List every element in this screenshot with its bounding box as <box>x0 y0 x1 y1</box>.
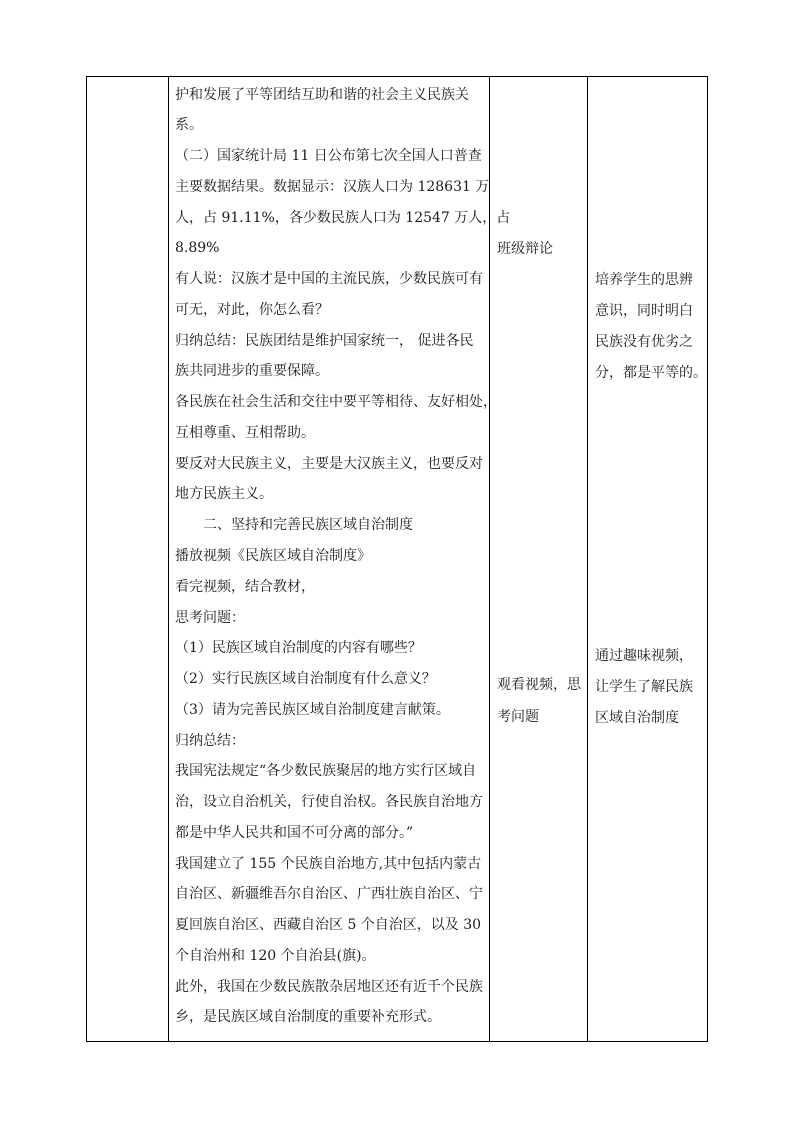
question-item: （3）请为完善民族区域自治制度建言献策。 <box>175 702 450 718</box>
content-line: 我国建立了 155 个民族自治地方,其中包括内蒙古 <box>175 856 482 872</box>
content-line: 归纳总结：民族团结是维护国家统一， 促进各民 <box>175 333 474 349</box>
intent-thinking-line: 培养学生的思辨 <box>595 272 693 288</box>
activity-debate: 班级辩论 <box>497 241 553 257</box>
content-line: 治，设立自治机关，行使自治权。各民族自治地方 <box>175 794 483 810</box>
content-line: 乡，是民族区域自治制度的重要补充形式。 <box>175 1009 441 1025</box>
content-line: 互相尊重、互相帮助。 <box>175 425 315 441</box>
intent-thinking-line: 分，都是平等的。 <box>595 365 707 381</box>
content-line: 8.89% <box>175 240 220 256</box>
content-line: 要反对大民族主义，主要是大汉族主义，也要反对 <box>175 456 483 472</box>
content-line: 此外，我国在少数民族散杂居地区还有近千个民族 <box>175 979 483 995</box>
question-item: （1）民族区域自治制度的内容有哪些？ <box>175 640 422 656</box>
intent-video-line: 区域自治制度 <box>595 710 679 726</box>
content-line: 可无，对此，你怎么看？ <box>175 302 329 318</box>
content-line: 我国宪法规定“各少数民族聚居的地方实行区域自 <box>175 763 477 779</box>
content-line: 播放视频《民族区域自治制度》 <box>175 548 371 564</box>
content-line: （二）国家统计局 11 日公布第七次全国人口普查 <box>175 148 482 164</box>
content-line: 主要数据结果。数据显示：汉族人口为 128631 万 <box>175 179 490 195</box>
content-line: 个自治州和 120 个自治县(旗)。 <box>175 948 376 964</box>
column-divider <box>168 77 169 1041</box>
content-line: 有人说：汉族才是中国的主流民族，少数民族可有 <box>175 271 483 287</box>
content-line: 夏回族自治区、西藏自治区 5 个自治区，以及 30 <box>175 917 482 933</box>
content-line: 各民族在社会生活和交往中要平等相待、友好相处， <box>175 394 497 410</box>
lesson-plan-table <box>86 76 708 1042</box>
section-heading: 二、坚持和完善民族区域自治制度 <box>203 517 413 533</box>
intent-video-line: 通过趣味视频， <box>595 648 693 664</box>
content-line: 归纳总结： <box>175 733 245 749</box>
column-divider <box>587 77 588 1041</box>
content-line: 护和发展了平等团结互助和谐的社会主义民族关 <box>175 87 469 103</box>
question-item: （2）实行民族区域自治制度有什么意义？ <box>175 671 436 687</box>
intent-thinking-line: 民族没有优劣之 <box>595 334 693 350</box>
content-line: 族共同进步的重要保障。 <box>175 363 329 379</box>
content-line: 思考问题： <box>175 610 245 626</box>
intent-video-line: 让学生了解民族 <box>595 679 693 695</box>
content-line: 人，占 91.11%，各少数民族人口为 12547 万人，占 <box>175 210 511 226</box>
content-line: 看完视频，结合教材， <box>175 579 315 595</box>
activity-video-line: 考问题 <box>497 709 539 725</box>
intent-thinking-line: 意识，同时明白 <box>595 303 693 319</box>
content-line: 自治区、新疆维吾尔自治区、广西壮族自治区、宁 <box>175 886 483 902</box>
content-line: 系。 <box>175 117 203 133</box>
content-line: 都是中华人民共和国不可分离的部分。” <box>175 825 414 841</box>
activity-video-line: 观看视频，思 <box>497 677 581 693</box>
content-line: 地方民族主义。 <box>175 486 273 502</box>
